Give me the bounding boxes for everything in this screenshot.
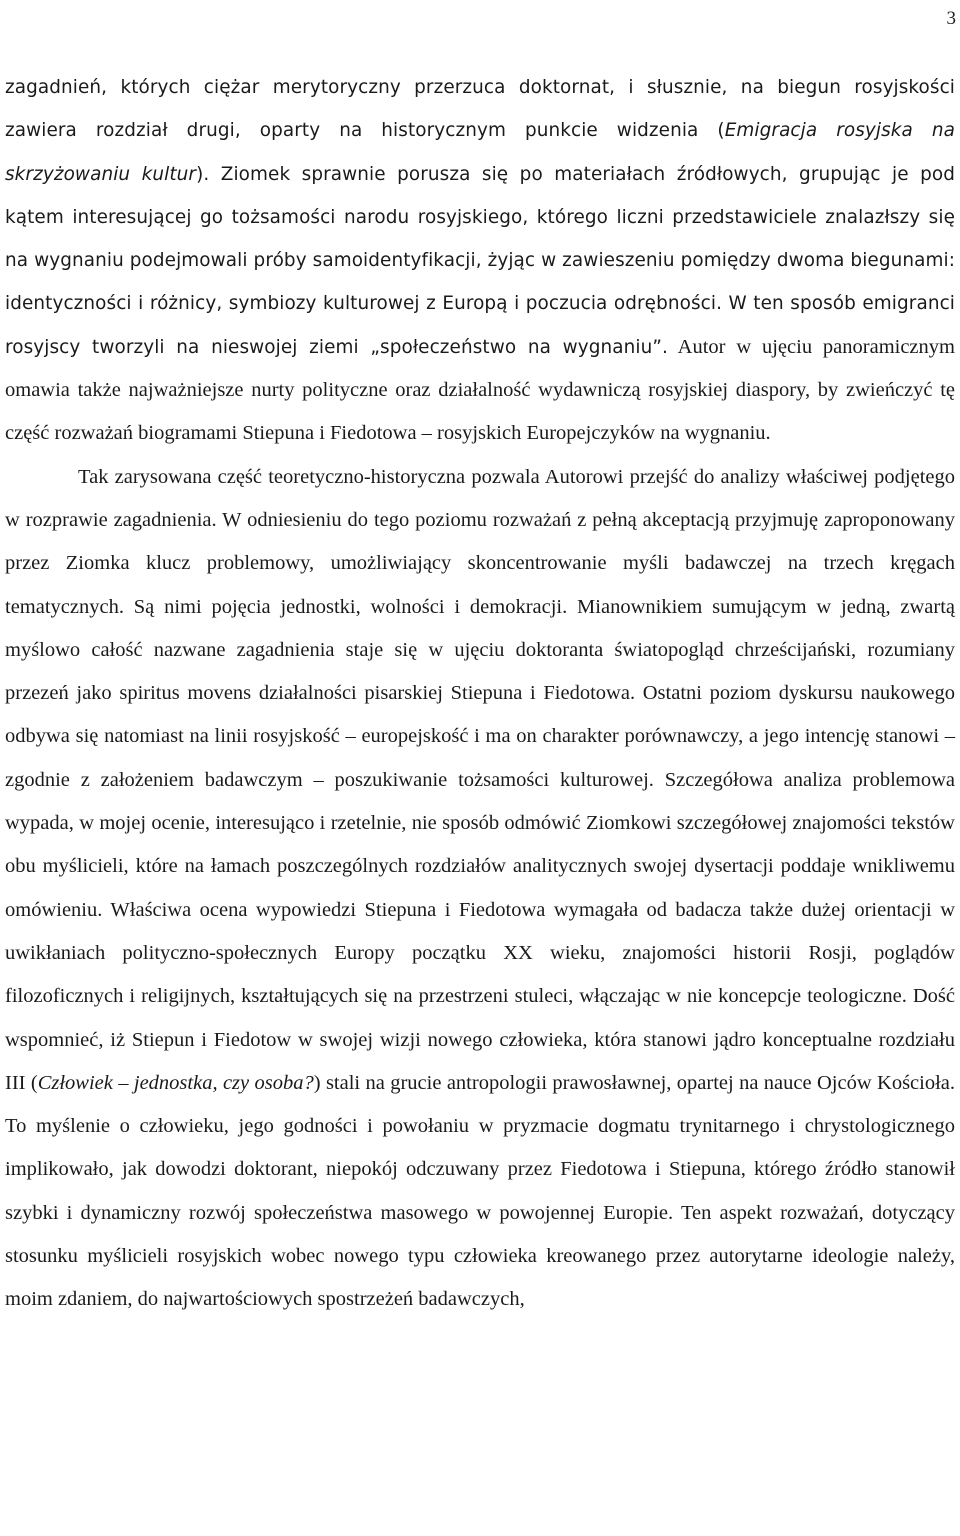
paragraph-1-text-c: ). Ziomek sprawnie porusza się po materiałach źródłowych, grupując je pod kątem interesującej go tożsamości narodu rosyjskiego, którego liczni przedstawiciele znalazłszy się na wygnaniu podejmowali próby samoidentyfikacji, żyjąc w zawieszeniu pomiędzy dwoma biegunami: identyczności i różnicy, symbiozy kulturowej z Europą i poczucia odrębności. W ten sposób emigranci rosyjscy tworzyli na nieswojej ziemi „społeczeństwo na wygnaniu”. xyxy=(5,163,955,358)
page-number: 3 xyxy=(946,8,956,29)
chapter-title-czlowiek: Człowiek – jednostka, czy osoba? xyxy=(37,1071,314,1094)
chapter-title-emigracja: Emigracja rosyjska na skrzyżowaniu kultur xyxy=(5,120,955,185)
paragraph-2-text-c: ) stali na grucie antropologii prawosławnej, opartej na nauce Ojców Kościoła. To myślenie o człowieku, jego godności i powołaniu w pryzmacie dogmatu trynitarnego i chrystologicznego implikowało, jak dowodzi doktorant, niepokój odczuwany przez Fiedotowa i Stiepuna, którego źródło stanowił szybki i dynamiczny rozwój społeczeństwa masowego w powojennej Europie. Ten aspekt rozważań, dotyczący stosunku myślicieli rosyjskich wobec nowego typu człowieka kreowanego przez autorytarne ideologie należy, moim zdaniem, do najwartościowych spostrzeżeń badawczych, xyxy=(5,1071,956,1311)
paragraph-1-text-d: Autor w ujęciu panoramicznym omawia także najważniejsze nurty polityczne oraz działalność wydawniczą rosyjskiej diaspory, by zwieńczyć tę część rozważań biogramami Stiepuna i Fiedotowa – rosyjskich Europejczyków na wygnaniu. xyxy=(5,335,955,445)
paragraph-1 xyxy=(5,66,955,456)
paragraph-1-text-a: zagadnień, których ciężar merytoryczny przerzuca doktornat, i słusznie, na biegun rosyjskości zawiera rozdział drugi, oparty na historycznym punkcie widzenia ( xyxy=(5,77,955,142)
paragraph-2 xyxy=(5,456,955,1322)
paragraph-2-text-a: Tak zarysowana część teoretyczno-historyczna pozwala Autorowi przejść do analizy właściwej podjętego w rozprawie zagadnienia. W odniesieniu do tego poziomu rozważań z pełną akceptacją przyjmuję zaproponowany przez Ziomka klucz problemowy, umożliwiający skoncentrowanie myśli badawczej na trzech kręgach tematycznych. Są nimi pojęcia jednostki, wolności i demokracji. Mianownikiem sumującym w jedną, zwartą myślowo całość nazwane zagadnienia staje się w ujęciu doktoranta światopogląd chrześcijański, rozumiany przezeń jako spiritus movens działalności pisarskiej Stiepuna i Fiedotowa. Ostatni poziom dyskursu naukowego odbywa się natomiast na linii rosyjskość – europejskość i ma on charakter porównawczy, a jego intencję stanowi – zgodnie z założeniem badawczym – poszukiwanie tożsamości kulturowej. Szczegółowa analiza problemowa wypada, w mojej ocenie, interesująco i rzetelnie, nie sposób odmówić Ziomkowi szczegółowej znajomości tekstów obu myślicieli, które na łamach poszczególnych rozdziałów analitycznych swojej dysertacji poddaje wnikliwemu omówieniu. Właściwa ocena wypowiedzi Stiepuna i Fiedotowa wymagała od badacza także dużej orientacji w uwikłaniach polityczno-społecznych Europy początku XX wieku, znajomości historii Rosji, poglądów filozoficznych i religijnych, kształtujących się na przestrzeni stuleci, włączając w nie koncepcje teologiczne. Dość wspomnieć, iż Stiepun i Fiedotow w swojej wizji nowego człowieka, która stanowi jądro konceptualne rozdziału III ( xyxy=(5,465,955,1094)
body-text xyxy=(5,66,955,1322)
